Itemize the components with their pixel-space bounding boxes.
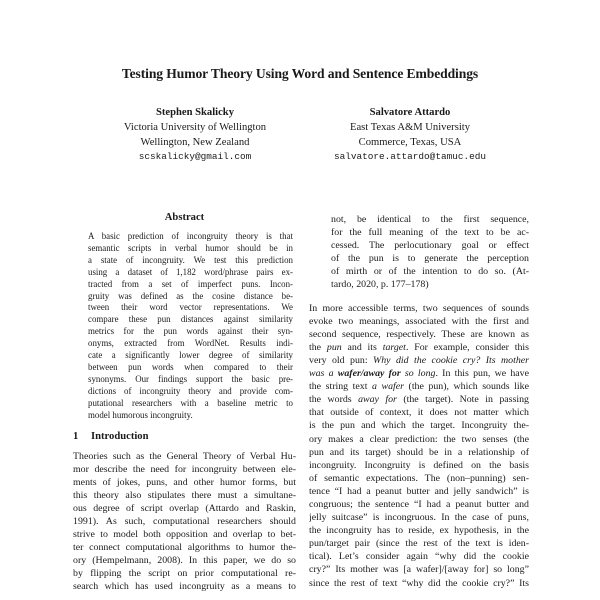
pun-example: Why did the cookie cry? Its mother — [373, 354, 529, 366]
body-line: congruous; the sentence “I had a peanut butter and — [309, 498, 529, 510]
abstract-line: onyms, extracted from WordNet. Results indi- — [88, 338, 293, 349]
body-line: the incongruity has to reside, ex hypothesis, in the — [309, 525, 529, 537]
body-line — [309, 393, 529, 406]
text: and its — [341, 341, 383, 353]
body-line — [309, 341, 529, 354]
left-column — [73, 211, 296, 594]
abstract-body — [88, 231, 293, 422]
text: (the target). Note in passing — [396, 394, 529, 406]
body-line: this theory also stipulates there must a simultane- — [73, 489, 296, 501]
text: very old pun: — [309, 354, 374, 366]
text: (the pun), which sounds like — [403, 381, 529, 393]
body-line: strive to model both opposition and overlap to bet- — [73, 529, 296, 541]
section-heading-introduction — [73, 430, 296, 444]
quote-line: for the full meaning of the text to be ac- — [331, 227, 529, 239]
quote-line: not, be identical to the first sequence, — [331, 214, 529, 225]
body-line: evoke two meanings, associated with the first and — [309, 315, 529, 327]
abstract-line: model humorous incongruity. — [88, 409, 193, 420]
abstract-heading: Abstract — [164, 212, 205, 223]
author-block-2 — [300, 106, 520, 165]
abstract-line: tracted from a set of imperfect puns. Incon- — [88, 278, 293, 289]
term: a wafer — [372, 381, 404, 393]
body-line: ory (Hempelmann, 2008). In this paper, we do so — [73, 555, 296, 567]
body-line: tical). Let’s consider again “why did the cookie — [309, 551, 529, 563]
body-line: Theories such as the General Theory of Verbal Hu- — [73, 450, 296, 462]
body-line: ter connect computational algorithms to humor the- — [73, 542, 296, 554]
body-line: cry?” Its mother was [a wafer]/[away for] so long” — [309, 564, 529, 576]
abstract-line: compare these pun distances against similarity — [88, 314, 293, 325]
body-line: search which has used incongruity as a means to — [73, 581, 296, 593]
author-location: Wellington, New Zealand — [140, 136, 250, 148]
pun-example: so long — [400, 368, 436, 380]
abstract-line: A basic prediction of incongruity theory is that — [88, 231, 293, 241]
body-line: that outside of context, it does not matter which — [309, 407, 529, 419]
author-affiliation: East Texas A&M University — [350, 121, 470, 133]
right-column — [309, 211, 529, 590]
author-affiliation: Victoria University of Wellington — [123, 121, 267, 133]
abstract-line: semantic scripts in verbal humor should be in — [88, 242, 293, 253]
body-line: mor describe the need for incongruity between ele- — [73, 463, 296, 475]
abstract-line: putational researchers with a baseline metric to — [88, 397, 293, 408]
abstract-line: gruity was defined as the cosine distance be- — [88, 290, 293, 301]
author-name: Salvatore Attardo — [369, 107, 451, 118]
body-line: of semantic expectations. The (non–punning) sen- — [309, 472, 529, 484]
abstract-line: tween their word vector representations. We — [88, 302, 293, 313]
body-line: pun and its target) should be in a relationship of — [309, 446, 529, 458]
abstract-line: synonyms. Our findings support the basic pre- — [88, 373, 293, 384]
pun-example-highlight: wafer/away for — [337, 368, 401, 380]
author-location: Commerce, Texas, USA — [358, 136, 462, 148]
text: the — [309, 341, 327, 353]
text: the string text — [309, 381, 372, 393]
body-line: incongruity. Incongruity is defined on the basis — [309, 459, 529, 471]
quote-line: tardo, 2020, p. 177–178) — [331, 279, 429, 291]
author-email: scskalicky@gmail.com — [138, 151, 252, 163]
body-line: since the rest of text “why did the cookie cry?” Its — [309, 577, 529, 589]
pun-example: was a — [309, 368, 338, 380]
body-line — [309, 380, 529, 393]
body-line: In more accessible terms, two sequences of sounds — [309, 302, 529, 314]
abstract-line: between pun words when compared to their — [88, 361, 293, 372]
term-target: target — [382, 341, 406, 353]
body-line — [309, 367, 529, 380]
abstract-line: dictions of incongruity theory and provide com- — [88, 385, 293, 396]
body-line: tence “I had a peanut butter and jelly sandwich” is — [309, 485, 529, 497]
body-line: second sequence, respectively. These are known as — [309, 328, 529, 340]
section-title: Introduction — [91, 430, 149, 442]
author-block-1 — [95, 106, 295, 165]
body-line — [309, 354, 529, 367]
abstract-line: metrics for the pun words against their syn- — [88, 326, 293, 337]
abstract-line: a state of incongruity. We test this prediction — [88, 254, 293, 265]
body-line: jelly suitcase” is incongruous. In the case of puns, — [309, 512, 529, 524]
body-line: 1991). As such, computational researchers should — [73, 515, 296, 527]
text: . For example, consider this — [405, 341, 529, 353]
body-line: ments of jokes, puns, and other humor forms, but — [73, 476, 296, 488]
body-line: by flipping the script on prior computational re- — [73, 568, 296, 580]
abstract-line: using a dataset of 1,182 word/phrase pairs ex- — [88, 266, 293, 277]
term-pun: pun — [326, 341, 342, 353]
quote-line: of the pun is to generate the perception — [331, 253, 529, 265]
introduction-body — [73, 450, 296, 594]
paper-title: Testing Humor Theory Using Word and Sentence Embeddings — [121, 66, 479, 81]
body-line: ory makes a clear prediction: the two senses (the — [309, 433, 529, 445]
text: . In this pun, we have — [435, 368, 529, 380]
right-body — [309, 302, 529, 590]
section-number: 1 — [73, 430, 79, 442]
quote-line: cessed. The perlocutionary goal or effect — [331, 240, 529, 252]
body-line: ous degree of script overlap (Attardo and Raskin, — [73, 502, 296, 514]
author-name: Stephen Skalicky — [155, 107, 234, 118]
body-line: is the pun and which the target. Incongruity the- — [309, 420, 529, 432]
term: away for — [358, 394, 397, 406]
quote-line: of mirth or of the intention to do so. (At- — [331, 266, 529, 278]
author-email: salvatore.attardo@tamuc.edu — [334, 151, 486, 163]
body-line: pun/target pair (since the rest of the text is iden- — [309, 538, 529, 550]
text: the words — [309, 394, 359, 406]
abstract-line: cate a significantly lower degree of similarity — [88, 350, 293, 361]
block-quote — [331, 213, 529, 292]
